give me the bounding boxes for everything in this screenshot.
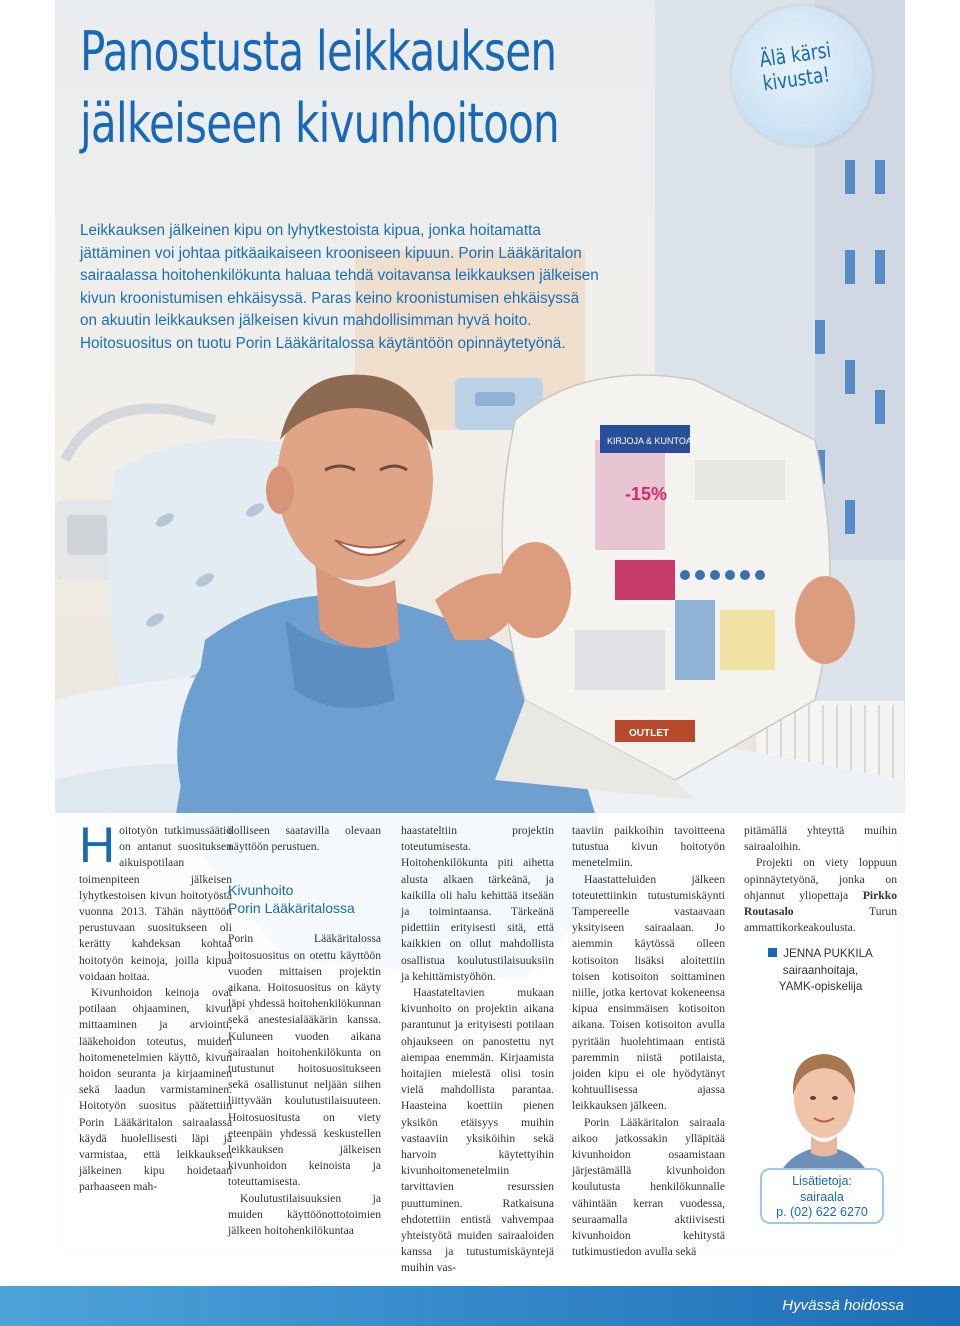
contact-info-box	[760, 1168, 884, 1224]
newspaper-offer: -15%	[625, 484, 668, 504]
newspaper-headline: KIRJOJA & KUNTOA	[607, 436, 692, 446]
col4-paragraph-1: taaviin paikkoihin tavoitteena tutustua kivun hoitotyön menetelmiin.	[572, 824, 725, 870]
subheading-line-1: Kivunhoito	[228, 882, 294, 899]
headline	[80, 16, 559, 160]
article-body	[55, 813, 905, 1275]
badge-line-2: kivusta!	[761, 62, 832, 96]
article-column-5	[744, 823, 897, 1219]
info-phone: p. (02) 622 6270	[776, 1205, 868, 1219]
col1-paragraph-1: oitotyön tutkimussäätiö on antanut suosituksen aikuispotilaan toimenpiteen jälkeisen lyhytkestoisen kivun hoitotyöstä vuonna 2013. Tähän näyttöön perustuvaan suositukseen oli kerätty kahdeksan kohtaa hoitotyön keinoja, joilla kipua voidaan hoitaa.	[79, 824, 232, 983]
col3-paragraph-1: haastateltiin projektin toteutumisesta. Hoitohenkilökunta piti aihetta alusta alkaen tärkeänä, ja kaikilla oli halu kehittää itseään ja toimintaansa. Tärkeänä pidettiin erityisesti sitä, että kaikkien on ollut mahdollista osallistua koulutustilaisuuksiin ja kehittämistyöhön.	[401, 824, 554, 983]
footer-slogan: Hyvässä hoidossa	[782, 1297, 904, 1314]
slogan-badge	[732, 6, 872, 146]
col2-paragraph-1: dolliseen saatavilla olevaan näyttöön perustuen.	[228, 824, 381, 854]
author-name: JENNA PUKKILA	[783, 947, 873, 961]
author-title-line-1: sairaanhoitaja,	[782, 963, 859, 977]
article-column-3	[401, 823, 554, 1277]
author-byline	[744, 946, 897, 996]
col1-paragraph-2: Kivunhoidon keinoja ovat potilaan ohjaaminen, kivun mittaaminen ja arviointi, lääkehoidon toteutus, muiden hoitomenetelmien käyttö, kivun hoidon seuranta ja kirjaaminen sekä laadun varmistaminen. Hoitotyön suositus päätettiin Porin Lääkäritalon sairaalassa käydä huolellisesti läpi ja varmistaa, että leikkauksen jälkeinen kipu hoidetaan parhaaseen mah-	[79, 986, 232, 1194]
info-label: Lisätietoja:	[792, 1174, 852, 1188]
lead-part-1: Leikkauksen jälkeinen kipu on lyhytkestoista kipua, jonka hoitamatta jättäminen voi johtaa pitkäaikaiseen krooniseen kipuun. Porin Lääkäritalon sairaalassa hoitohenkilökunta haluaa tehdä voitavansa leikkauksen jälkeisen kivun kroonistumisen ehkäisyssä. Paras keino kroonistumisen ehkäisyssä on akuutin leikkauksen jälkeisen kivun mahdollisimman hyvä hoito.	[80, 222, 599, 329]
author-portrait	[769, 1018, 879, 1193]
col5-paragraph-2-end: Turun ammattikorkeakoulusta.	[744, 905, 897, 935]
col5-paragraph-2	[744, 855, 897, 936]
section-subheading	[228, 881, 381, 917]
col5-paragraph-2-start: Projekti on viety loppuun opinnäytetyönä, jonka on ohjannut yliopettaja	[744, 856, 897, 902]
article-column-1	[79, 817, 232, 1196]
footer-bar	[0, 1286, 960, 1326]
info-place: sairaala	[800, 1189, 844, 1204]
col3-paragraph-2: Haastateltavien mukaan kivunhoito on projektin aikana parantunut ja erityisesti potilaan ohjaukseen on panostettu nyt aiempaa enemmän. Kirjaamista hoitajien mielestä olisi tosin vielä mahdollista parantaa. Haasteina koettiin pienen yksikön etäisyys muihin vastaaviin yksiköihin sekä harvoin käytettyihin kivunhoitomenetelmiin tarvittavien resurssien puuttuminen. Ratkaisuna ehdotettiin entistä vahvempaa yhteistyötä muiden sairaaloiden kanssa ja tutustumiskäyntejä muihin vas-	[401, 986, 554, 1275]
badge-line-1: Älä kärsi	[758, 37, 833, 72]
article-column-4	[572, 823, 725, 1260]
lead-paragraph	[80, 220, 600, 355]
headline-line-2: jälkeiseen kivunhoitoon	[80, 92, 559, 155]
col4-paragraph-3: Porin Lääkäritalon sairaala aikoo jatkossakin ylläpitää kivunhoidon osaamistaan järjestämällä kivunhoidon koulutusta henkilökunnalle vähintään kerran vuodessa, seuraamalla aktiivisesti kivunhoidon kehitystä tutkimustiedon avulla sekä	[572, 1115, 725, 1259]
byline-square-icon	[768, 948, 777, 957]
subheading-line-2: Porin Lääkäritalossa	[228, 900, 355, 917]
supervisor-name: Pirkko Routasalo	[744, 888, 897, 919]
col5-paragraph-1: pitämällä yhteyttä muihin sairaaloihin.	[744, 824, 897, 854]
article-column-2	[228, 823, 381, 1239]
dropcap-letter: H	[79, 817, 116, 873]
author-title-line-2: YAMK-opiskelija	[778, 980, 863, 994]
headline-line-1: Panostusta leikkauksen	[80, 20, 557, 83]
lead-part-2: Hoitosuositus on tuotu Porin Lääkäritalossa käytäntöön opinnäytetyönä.	[80, 334, 566, 352]
col4-paragraph-2: Haastatteluiden jälkeen toteutettiinkin tutustumiskäynti Tampereelle vastaavaan yksityiseen sairaalaan. Jo aiemmin käytössä olleen kotisoiton lisäksi aloitettiin toisen kotisoiton soittaminen niille, jotka kertovat kokeneensa kipua ensimmäisen kotisoiton aikana. Toisen kotisoiton avulla pyritään huolehtimaan entistä paremmin niistä potilaista, joiden kipu ei ole hyödytänyt kohtuullisessa ajassa leikkauksen jälkeen.	[572, 872, 725, 1113]
col2-paragraph-2: Porin Lääkäritalossa hoitosuositus on otettu käyttöön vuoden mittaisen projektin aikana. Hoitosuositus on käyty läpi yhdessä hoitohenkilökunnan sekä anestesialääkärin kanssa. Kuluneen vuoden aikana sairaalan hoitohenkilökunta on tutustunut hoitosuositukseen sekä osallistunut neljään siihen liittyvään koulutustilaisuuteen. Hoitosuositusta on viety eteenpäin yhdessä keskustellen leikkauksen jälkeisen kivunhoidon keinoista ja toteuttamisesta.	[228, 932, 381, 1189]
col2-paragraph-3: Koulutustilaisuuksien ja muiden käyttöönottotoimien jälkeen hoitohenkilökuntaa	[228, 1191, 381, 1238]
newspaper-outlet: OUTLET	[629, 728, 669, 739]
